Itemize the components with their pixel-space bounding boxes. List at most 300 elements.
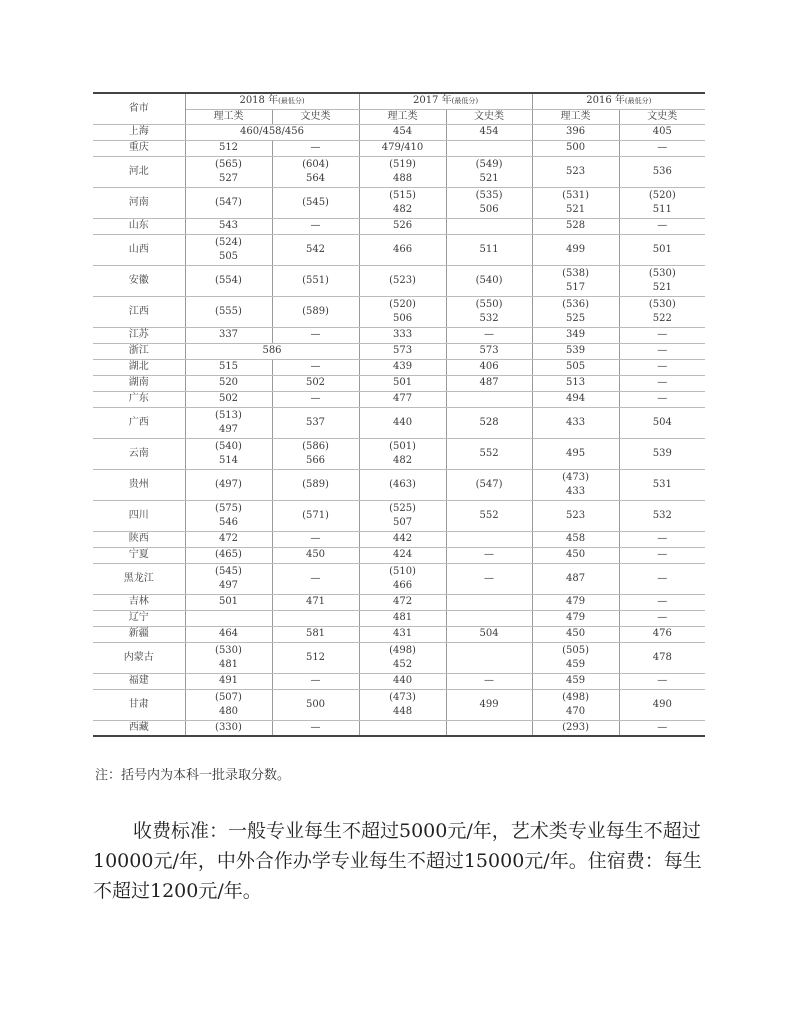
score-cell — [619, 343, 705, 359]
score-value: 552 — [479, 509, 499, 521]
score-value: — — [484, 572, 495, 584]
score-value: — — [657, 142, 668, 153]
score-value: 452 — [392, 658, 413, 670]
score-cell — [359, 531, 446, 547]
score-value: — — [657, 572, 668, 584]
score-value: (523) — [389, 274, 416, 286]
score-value: 532 — [652, 509, 672, 521]
score-cell — [532, 218, 619, 234]
score-value: — — [310, 721, 321, 733]
score-value — [447, 392, 532, 406]
score-value: 525 — [565, 312, 586, 324]
score-value: (473) — [389, 691, 416, 703]
score-value: (604) — [302, 158, 329, 170]
province-cell: 上海 — [93, 124, 185, 140]
score-cell — [532, 642, 619, 673]
table-row — [93, 156, 705, 187]
score-cell — [272, 547, 359, 563]
score-value: (465) — [215, 549, 242, 560]
score-cell — [446, 531, 532, 547]
score-cell — [532, 407, 619, 438]
score-value: 481 — [218, 658, 239, 670]
province-cell: 江苏 — [93, 327, 185, 343]
score-cell — [359, 359, 446, 375]
score-cell — [446, 391, 532, 407]
score-cell — [359, 187, 446, 218]
score-cell — [532, 124, 619, 140]
score-cell — [185, 327, 272, 343]
score-value: (545) — [215, 565, 242, 577]
score-value: (524) — [215, 236, 242, 248]
score-cell — [446, 642, 532, 673]
score-value: 450 — [305, 549, 326, 560]
score-value: (520) — [389, 298, 416, 310]
score-value: 514 — [218, 454, 239, 466]
score-cell — [619, 531, 705, 547]
score-cell — [532, 720, 619, 736]
province-cell: 山西 — [93, 234, 185, 265]
score-cell — [619, 469, 705, 500]
score-cell — [446, 610, 532, 626]
score-value: 546 — [218, 516, 239, 528]
score-cell — [185, 547, 272, 563]
score-value: 505 — [565, 361, 586, 372]
score-cell — [619, 187, 705, 218]
score-value: 431 — [392, 628, 413, 639]
score-value: (586) — [302, 440, 329, 452]
score-cell — [532, 359, 619, 375]
score-value: — — [657, 612, 668, 623]
score-value: 487 — [565, 572, 586, 584]
score-cell — [619, 500, 705, 531]
score-value: 464 — [218, 628, 239, 639]
score-value: (501) — [389, 440, 416, 452]
score-cell — [532, 547, 619, 563]
table-row — [93, 594, 705, 610]
score-value: (330) — [215, 721, 242, 733]
province-cell: 陕西 — [93, 531, 185, 547]
score-value: (497) — [215, 478, 242, 490]
score-value: 506 — [479, 203, 499, 215]
table-row — [93, 547, 705, 563]
score-cell — [185, 610, 272, 626]
score-value: 511 — [652, 203, 672, 215]
score-cell — [359, 610, 446, 626]
score-cell — [185, 156, 272, 187]
score-value: 512 — [305, 651, 326, 663]
category-header: 文史类 — [272, 109, 359, 124]
score-value: (547) — [475, 478, 503, 490]
score-value: 502 — [305, 377, 326, 388]
score-value: — — [310, 220, 321, 231]
score-value: 539 — [652, 447, 672, 459]
score-value: 424 — [392, 549, 413, 560]
score-value: (463) — [389, 478, 416, 490]
score-cell — [359, 438, 446, 469]
score-cell — [446, 343, 532, 359]
score-cell — [185, 438, 272, 469]
table-row — [93, 343, 705, 359]
score-value: — — [657, 721, 668, 733]
score-value: 499 — [565, 243, 586, 255]
category-header: 理工类 — [532, 109, 619, 124]
score-value: 543 — [218, 220, 239, 231]
score-value: 472 — [218, 533, 239, 544]
score-cell — [446, 327, 532, 343]
score-value: 501 — [392, 377, 413, 388]
score-cell — [272, 156, 359, 187]
score-value: 581 — [305, 628, 326, 639]
score-value: 520 — [218, 377, 239, 388]
score-value: 460/458/456 — [240, 126, 304, 137]
score-value: — — [657, 361, 668, 372]
score-cell — [446, 626, 532, 642]
province-cell: 重庆 — [93, 140, 185, 156]
score-cell — [272, 720, 359, 736]
score-cell — [185, 469, 272, 500]
table-row — [93, 720, 705, 736]
score-value: 523 — [565, 509, 586, 521]
score-value — [447, 532, 532, 546]
score-cell — [272, 594, 359, 610]
score-value: (530) — [215, 644, 242, 656]
score-value: (545) — [302, 196, 329, 208]
score-value: 458 — [565, 533, 586, 544]
table-row — [93, 296, 705, 327]
year-sub-label: (最低分) — [624, 97, 652, 106]
score-value: 521 — [565, 203, 586, 215]
score-value: (555) — [215, 305, 242, 317]
score-value: (513) — [215, 409, 242, 421]
score-value: 448 — [392, 705, 413, 717]
score-value: (575) — [215, 502, 242, 514]
score-value: 513 — [565, 377, 586, 388]
score-cell — [359, 626, 446, 642]
score-value: 476 — [652, 628, 672, 639]
score-cell — [185, 720, 272, 736]
score-cell — [532, 626, 619, 642]
score-cell — [532, 689, 619, 720]
score-value: 507 — [392, 516, 413, 528]
score-cell — [446, 469, 532, 500]
score-value: 536 — [652, 165, 672, 177]
score-cell — [446, 547, 532, 563]
score-value: 494 — [565, 393, 586, 404]
table-row — [93, 438, 705, 469]
score-cell — [359, 563, 446, 594]
table-row — [93, 500, 705, 531]
score-value: 523 — [565, 165, 586, 177]
score-value: (293) — [562, 721, 589, 733]
score-value: 406 — [479, 361, 499, 372]
province-cell: 贵州 — [93, 469, 185, 500]
score-value: 459 — [565, 658, 586, 670]
score-cell — [446, 673, 532, 689]
score-value: 506 — [392, 312, 413, 324]
score-cell — [185, 265, 272, 296]
score-value: 466 — [392, 243, 413, 255]
score-cell — [446, 720, 532, 736]
score-cell — [359, 265, 446, 296]
score-value: 479 — [565, 596, 586, 607]
province-cell: 内蒙古 — [93, 642, 185, 673]
score-value: 573 — [479, 345, 499, 356]
score-cell — [619, 391, 705, 407]
score-value — [447, 141, 532, 155]
score-cell — [532, 327, 619, 343]
score-value: 482 — [392, 454, 413, 466]
score-cell — [532, 438, 619, 469]
category-header: 理工类 — [185, 109, 272, 124]
score-cell — [446, 296, 532, 327]
score-cell — [272, 673, 359, 689]
score-value: 478 — [652, 651, 672, 663]
score-cell — [446, 359, 532, 375]
score-cell — [185, 563, 272, 594]
score-value: — — [657, 393, 668, 404]
score-value: — — [310, 329, 321, 340]
score-cell — [359, 296, 446, 327]
score-cell — [185, 359, 272, 375]
score-value: 526 — [392, 220, 413, 231]
score-cell — [359, 500, 446, 531]
province-cell: 福建 — [93, 673, 185, 689]
table-row — [93, 407, 705, 438]
score-value: — — [657, 329, 668, 340]
score-cell — [272, 375, 359, 391]
score-value: (531) — [562, 189, 589, 201]
score-cell — [619, 296, 705, 327]
score-value: (536) — [562, 298, 589, 310]
province-cell: 河南 — [93, 187, 185, 218]
score-cell — [532, 296, 619, 327]
score-value — [273, 611, 359, 625]
table-footnote: 注：括号内为本科一批录取分数。 — [95, 768, 291, 783]
score-value: 471 — [305, 596, 326, 607]
score-value: — — [657, 596, 668, 607]
score-value: (565) — [215, 158, 242, 170]
score-cell — [532, 500, 619, 531]
score-cell — [272, 140, 359, 156]
year-label: 2018 年 — [239, 95, 279, 107]
score-cell — [619, 124, 705, 140]
score-value: 480 — [218, 705, 239, 717]
province-cell: 浙江 — [93, 343, 185, 359]
score-value: — — [484, 675, 495, 686]
score-value: 537 — [305, 416, 326, 428]
score-cell — [446, 500, 532, 531]
table-row — [93, 327, 705, 343]
score-value: 477 — [392, 393, 413, 404]
score-cell — [185, 343, 359, 359]
province-cell: 安徽 — [93, 265, 185, 296]
score-value — [447, 219, 532, 233]
score-cell — [619, 407, 705, 438]
year-header-2017 — [359, 93, 532, 109]
score-value — [186, 611, 272, 625]
score-cell — [359, 720, 446, 736]
score-cell — [272, 218, 359, 234]
score-cell — [446, 140, 532, 156]
score-cell — [619, 673, 705, 689]
score-cell — [619, 218, 705, 234]
score-cell — [446, 594, 532, 610]
score-value: (554) — [215, 274, 242, 286]
score-value: (571) — [302, 509, 329, 521]
score-cell — [532, 563, 619, 594]
table-row — [93, 140, 705, 156]
score-cell — [532, 375, 619, 391]
score-cell — [532, 673, 619, 689]
score-cell — [619, 626, 705, 642]
score-value — [447, 595, 532, 609]
score-value: (530) — [648, 267, 676, 279]
score-cell — [532, 234, 619, 265]
score-cell — [532, 610, 619, 626]
score-value: 479/410 — [381, 142, 424, 153]
score-value: — — [484, 329, 495, 340]
score-value: 505 — [218, 250, 239, 262]
score-value: 528 — [565, 220, 586, 231]
score-cell — [185, 689, 272, 720]
score-value: (589) — [302, 305, 329, 317]
score-value: (547) — [215, 196, 242, 208]
table-row — [93, 187, 705, 218]
province-cell: 四川 — [93, 500, 185, 531]
score-cell — [446, 438, 532, 469]
score-value: (589) — [302, 478, 329, 490]
score-cell — [532, 531, 619, 547]
score-value: (540) — [475, 274, 503, 286]
province-cell: 新疆 — [93, 626, 185, 642]
score-value: (550) — [475, 298, 503, 310]
score-cell — [272, 407, 359, 438]
score-value: 515 — [218, 361, 239, 372]
score-value: 470 — [565, 705, 586, 717]
table-row — [93, 375, 705, 391]
score-value: (525) — [389, 502, 416, 514]
score-value: 521 — [479, 172, 499, 184]
score-cell — [272, 563, 359, 594]
score-cell — [446, 689, 532, 720]
year-header-2018 — [185, 93, 359, 109]
category-header: 理工类 — [359, 109, 446, 124]
score-value: — — [310, 533, 321, 544]
score-table-body — [93, 124, 705, 736]
score-value: 527 — [218, 172, 239, 184]
score-value: 487 — [479, 377, 499, 388]
score-cell — [185, 626, 272, 642]
score-value: 502 — [218, 393, 239, 404]
score-value: (498) — [389, 644, 416, 656]
score-cell — [359, 469, 446, 500]
score-value: 466 — [392, 579, 413, 591]
score-value: (551) — [302, 274, 329, 286]
score-cell — [359, 642, 446, 673]
score-value: 521 — [652, 281, 672, 293]
score-value: 528 — [479, 416, 499, 428]
score-value: 500 — [305, 698, 326, 710]
score-value: 481 — [392, 612, 413, 623]
province-cell: 山东 — [93, 218, 185, 234]
score-cell — [446, 563, 532, 594]
table-row — [93, 234, 705, 265]
score-cell — [446, 375, 532, 391]
table-row — [93, 642, 705, 673]
score-value: 564 — [305, 172, 326, 184]
score-cell — [272, 610, 359, 626]
table-row — [93, 531, 705, 547]
province-cell: 河北 — [93, 156, 185, 187]
score-cell — [532, 187, 619, 218]
score-value: 497 — [218, 579, 239, 591]
province-cell: 江西 — [93, 296, 185, 327]
score-cell — [532, 594, 619, 610]
score-cell — [272, 296, 359, 327]
score-cell — [619, 375, 705, 391]
score-cell — [185, 642, 272, 673]
score-value: 504 — [652, 416, 672, 428]
score-value: (530) — [648, 298, 676, 310]
score-value: 472 — [392, 596, 413, 607]
score-value: 566 — [305, 454, 326, 466]
province-cell: 湖南 — [93, 375, 185, 391]
score-value: 532 — [479, 312, 499, 324]
fee-standard-paragraph: 收费标准：一般专业每生不超过5000元/年，艺术类专业每生不超过10000元/年，中外合作办学专业每生不超过15000元/年。住宿费：每生不超过1200元/年。 — [93, 820, 702, 902]
score-value: 522 — [652, 312, 672, 324]
score-cell — [272, 626, 359, 642]
score-value: 573 — [392, 345, 413, 356]
score-cell — [359, 391, 446, 407]
table-row — [93, 265, 705, 296]
score-cell — [185, 218, 272, 234]
score-value: (515) — [389, 189, 416, 201]
score-cell — [619, 327, 705, 343]
score-cell — [272, 531, 359, 547]
score-cell — [619, 689, 705, 720]
score-cell — [359, 140, 446, 156]
score-value — [447, 651, 532, 665]
score-value: (505) — [562, 644, 589, 656]
score-cell — [272, 689, 359, 720]
category-header-row — [93, 109, 705, 124]
year-sub-label: (最低分) — [451, 97, 479, 106]
score-value: — — [310, 393, 321, 404]
score-value: — — [657, 377, 668, 388]
score-value: 433 — [565, 416, 586, 428]
category-header: 文史类 — [619, 109, 705, 124]
province-cell: 广西 — [93, 407, 185, 438]
province-cell: 西藏 — [93, 720, 185, 736]
year-label: 2016 年 — [586, 95, 625, 107]
table-row — [93, 391, 705, 407]
score-value: 504 — [479, 628, 499, 639]
score-cell — [619, 265, 705, 296]
score-cell — [272, 187, 359, 218]
score-cell — [619, 563, 705, 594]
score-cell — [619, 140, 705, 156]
score-cell — [619, 642, 705, 673]
score-cell — [185, 500, 272, 531]
score-value: 440 — [392, 416, 413, 428]
score-cell — [185, 234, 272, 265]
score-cell — [446, 407, 532, 438]
score-value: 459 — [565, 675, 586, 686]
table-row — [93, 610, 705, 626]
score-value: 499 — [479, 698, 499, 710]
score-cell — [446, 187, 532, 218]
score-value: (498) — [562, 691, 589, 703]
